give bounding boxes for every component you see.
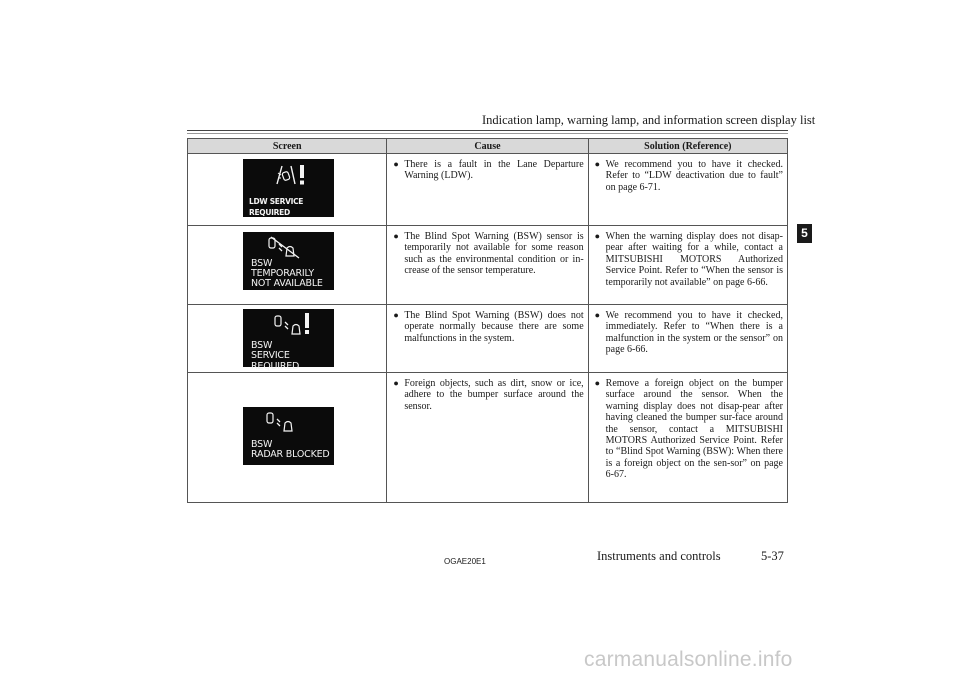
- page-number: 5-37: [761, 549, 784, 563]
- column-header-solution: Solution (Reference): [588, 139, 787, 154]
- solution-cell: [588, 226, 787, 305]
- screen-cell: [188, 226, 387, 305]
- cause-cell: [387, 154, 588, 226]
- document-code: OGAE20E1: [444, 557, 486, 566]
- display-text-line: BSW: [251, 340, 273, 351]
- bullet-icon: ●: [594, 159, 601, 169]
- ldw-display-image: [243, 159, 334, 217]
- cause-text: The Blind Spot Warning (BSW) sensor is temporarily not available for some reason such as the environmental condition or in-crease of the sensor temperature.: [404, 231, 584, 277]
- section-tab[interactable]: 5: [797, 224, 812, 243]
- column-header-screen: Screen: [188, 139, 387, 154]
- display-text-line: RADAR BLOCKED: [251, 449, 330, 460]
- solution-text: Remove a foreign object on the bumper surface around the sensor. When the warning display does not disap-pear after having cleaned the bumper sur-face around the sensor, contact a MITSUBISHI MOTORS Authorized Service Point. Refer to “Blind Spot Warning (BSW): When there is a foreign object on the sen-sor” on page 6-67.: [605, 378, 783, 481]
- table-row: [188, 373, 788, 503]
- display-list-table: [187, 138, 788, 503]
- bullet-icon: ●: [594, 231, 601, 241]
- screen-cell: [188, 305, 387, 373]
- cause-cell: [387, 226, 588, 305]
- cause-cell: [387, 305, 588, 373]
- solution-text: We recommend you to have it checked. Refer to “LDW deactivation due to fault” on page 6-71.: [605, 159, 783, 193]
- table-header-row: [188, 139, 788, 154]
- solution-cell: [588, 373, 787, 503]
- table-row: [188, 305, 788, 373]
- bullet-icon: ●: [393, 310, 399, 320]
- header-rule-secondary: [187, 133, 788, 134]
- display-text-line: SERVICE REQUIRED: [251, 350, 300, 372]
- display-text-line: BSW: [251, 258, 273, 269]
- solution-text: When the warning display does not disap-pear after waiting for a while, contact a MITSUBISHI MOTORS Authorized Service Point. Refer to “When the sensor is temporarily not available” on page 6-66.: [605, 231, 783, 288]
- warning-exclamation-icon: [298, 165, 306, 185]
- screen-cell: [188, 154, 387, 226]
- bsw-crossed-sensor-icon: [265, 236, 305, 260]
- screen-cell: [188, 373, 387, 503]
- bsw-service-display-image: [243, 309, 334, 372]
- bullet-icon: ●: [393, 159, 399, 169]
- column-header-cause: Cause: [387, 139, 588, 154]
- bullet-icon: ●: [594, 378, 601, 388]
- table-row: [188, 226, 788, 305]
- header-rule: [187, 130, 788, 131]
- solution-text: We recommend you to have it checked, immediately. Refer to “When there is a malfunction in the system or the sensor” on page 6-66.: [605, 310, 783, 356]
- page-header-title: Indication lamp, warning lamp, and information screen display list: [482, 113, 816, 127]
- display-text-line: LDW SERVICE REQUIRED: [249, 197, 304, 217]
- bsw-sensor-icon: [263, 411, 303, 435]
- bullet-icon: ●: [393, 231, 399, 241]
- cause-text: The Blind Spot Warning (BSW) does not operate normally because there are some malfunctions in the system.: [404, 310, 584, 344]
- watermark-text: carmanualsonline.info: [584, 648, 793, 671]
- solution-cell: [588, 154, 787, 226]
- bsw-radar-blocked-display-image: [243, 407, 334, 465]
- cause-text: There is a fault in the Lane Departure Warning (LDW).: [404, 159, 584, 182]
- bullet-icon: ●: [594, 310, 601, 320]
- cause-text: Foreign objects, such as dirt, snow or ice, adhere to the bumper surface around the sensor.: [404, 378, 584, 412]
- bullet-icon: ●: [393, 378, 399, 388]
- warning-exclamation-icon: [303, 313, 311, 335]
- solution-cell: [588, 305, 787, 373]
- table-row: [188, 154, 788, 226]
- display-text-line: TEMPORARILY: [251, 268, 314, 279]
- footer-section-title: Instruments and controls: [597, 549, 721, 563]
- cause-cell: [387, 373, 588, 503]
- display-text-line: BSW: [251, 439, 273, 450]
- bsw-display-image: [243, 232, 334, 290]
- display-text-line: NOT AVAILABLE: [251, 278, 323, 289]
